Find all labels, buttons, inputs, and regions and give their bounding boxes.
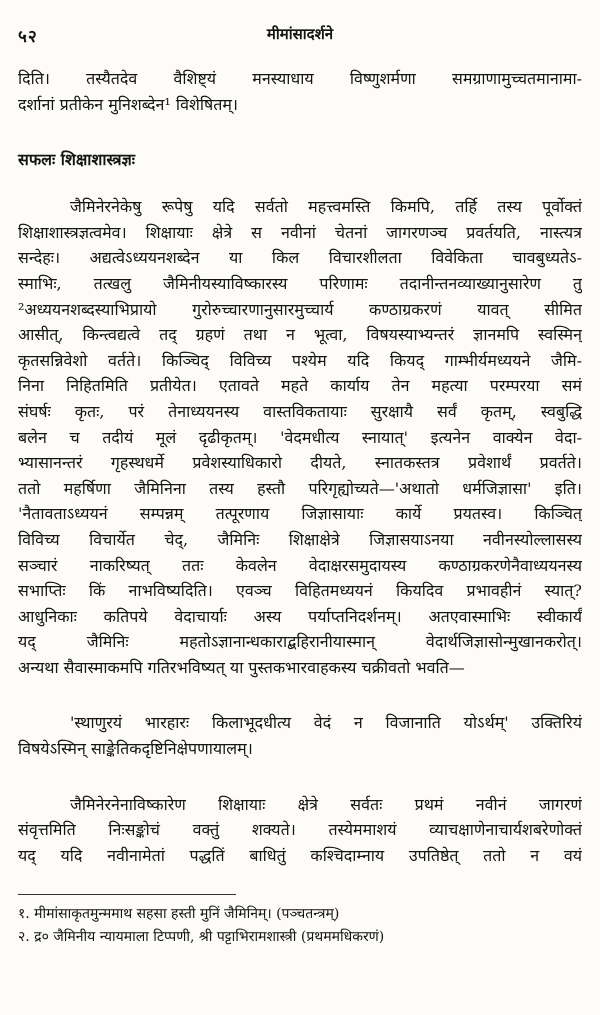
text-line: स्माभिः, तत्खलु जैमिनीयस्याविष्कारस्य परिणामः तदानीन्तनव्याख्यानुसारेण तु xyxy=(18,273,582,293)
running-title: मीमांसादर्शने xyxy=(266,25,334,43)
text-line: संघर्षः कृतः, परं तेनाध्ययनस्य वास्तविकतायाः सुरक्षायै सर्वं कृतम्, स्वबुद्धि xyxy=(18,401,582,421)
text-line: दिति। तस्यैतदेव वैशिष्ट्यं मनस्याधाय विष्णुशर्मणा समग्राणामुच्चतमानामा- xyxy=(18,69,582,88)
text-line: कृतसन्निवेशो वर्तते। किञ्चिद् विविच्य पश्येम यदि कियद् गाम्भीर्यमध्ययने जैमि- xyxy=(18,350,582,370)
text-line: संवृत्तमिति निःसङ्कोचं वक्तुं शक्यते। तस्येममाशयं व्याचक्षाणेनाचार्यशबरेणोक्तं xyxy=(18,820,582,840)
text-line: विविच्य विचार्येत चेद्, जैमिनिः शिक्षाक्षेत्रे जिज्ञासयाऽनया नवीनस्योल्लासस्य xyxy=(18,529,582,549)
text-line: 'नैतावताऽध्ययनं सम्पन्नम् तत्पूरणाय जिज्ञासायाः कार्ये प्रयतस्व। किञ्चित् xyxy=(18,504,582,524)
footnote: २. द्र० जैमिनीय न्यायमाला टिप्पणी, श्री पट्टाभिरामशास्त्री (प्रथममधिकरणं) xyxy=(18,929,385,946)
text-line: आधुनिकाः कतिपये वेदाचार्याः अस्य पर्याप्तनिदर्शनम्। अतएवास्माभिः स्वीकार्यं xyxy=(18,606,582,626)
text-line: ²अध्ययनशब्दस्याभिप्रायो गुरोरुच्चारणानुसारमुच्चार्य कण्ठाग्रकरणं यावत् सीमित xyxy=(18,299,582,319)
paragraph-2 xyxy=(18,710,582,761)
text-line: यद् यदि नवीनामेतां पद्धतिं बाधितुं कश्चिदाम्नाय उपतिष्ठेत् ततो न वयं xyxy=(18,845,582,865)
text-line: 'स्थाणुरयं भारहारः किलाभूदधीत्य वेदं न विजानाति योऽर्थम्' उक्तिरियं xyxy=(70,713,582,733)
text-line: भ्यासानन्तरं गृहस्थधर्मे प्रवेशस्याधिकारो दीयते, स्नातकस्तत्र प्रवेशार्थं प्रवर्तते। xyxy=(18,453,582,473)
body-text xyxy=(18,66,582,949)
footnotes xyxy=(18,903,582,949)
paragraph-3 xyxy=(18,792,582,869)
text-line: निना निहितमिति प्रतीयेत। एतावते महते कार्याय तेन महत्या परम्परया समं xyxy=(18,376,582,396)
text-line: दर्शानां प्रतीकेन मुनिशब्देन¹ विशेषितम्। xyxy=(18,94,238,114)
text-line: विषयेऽस्मिन् साङ्केतिकदृष्टिनिक्षेपणायालम्। xyxy=(18,739,253,759)
intro-paragraph xyxy=(18,66,582,117)
text-line: सभाप्तिः किं नाभविष्यदिति। एवञ्च विहितमध्ययनं कियदिव प्रभावहीनं स्यात्? xyxy=(18,581,582,601)
footnote-divider xyxy=(18,894,236,895)
text-line: अन्यथा सैवास्माकमपि गतिरभविष्यत् या पुस्तकभारवाहकस्य चक्रीवतो भवति— xyxy=(18,657,465,677)
text-line: यद् जैमिनिः महतोऽज्ञानान्धकाराद्बहिरानीयास्मान् वेदार्थजिज्ञासोन्मुखानकरोत्। xyxy=(18,632,582,652)
page-header xyxy=(18,24,582,48)
text-line: शिक्षाशास्त्रज्ञत्वमेव। शिक्षायाः क्षेत्रे स नवीनां चेतनां जागरणञ्च प्रवर्तयति, नास्त्यत्र xyxy=(18,222,582,242)
text-line: सन्देहः। अद्यत्वेऽध्ययनशब्देन या किल विचारशीलता विवेकिता चावबुध्यतेऽ- xyxy=(18,248,582,268)
text-line: जैमिनेरनेनाविष्कारेण शिक्षायाः क्षेत्रे सर्वतः प्रथमं नवीनं जागरणं xyxy=(70,794,582,814)
text-line: आसीत्, किन्त्वद्यत्वे तद् ग्रहणं तथा न भूत्वा, विषयस्याभ्यन्तरं ज्ञानमपि स्वस्मिन् xyxy=(18,325,582,345)
paragraph-1 xyxy=(18,194,582,680)
text-line: जैमिनेरनेकेषु रूपेषु यदि सर्वतो महत्त्वमस्ति किमपि, तर्हि तस्य पूर्वोक्तं xyxy=(70,197,582,217)
text-line: बलेन च तदीयं मूलं दृढीकृतम्। 'वेदमधीत्य स्नायात्' इत्यनेन वाक्येन वेदा- xyxy=(18,427,582,447)
footnote: १. मीमांसाकृतमुन्ममाथ सहसा हस्ती मुनिं जैमिनिम्। (पञ्चतन्त्रम्) xyxy=(18,906,340,923)
section-heading: सफलः शिक्षाशास्त्रज्ञः xyxy=(18,150,136,170)
page-number: ५२ xyxy=(18,27,38,47)
text-line: सञ्चारं नाकरिष्यत् ततः केवलेन वेदाक्षरसमुदायस्य कण्ठाग्रकरणेनैवाध्ययनस्य xyxy=(18,555,582,575)
text-line: ततो महर्षिणा जैमिनिना तस्य हस्तौ परिगृह्योच्यते—'अथातो धर्मजिज्ञासा' इति। xyxy=(18,478,582,498)
